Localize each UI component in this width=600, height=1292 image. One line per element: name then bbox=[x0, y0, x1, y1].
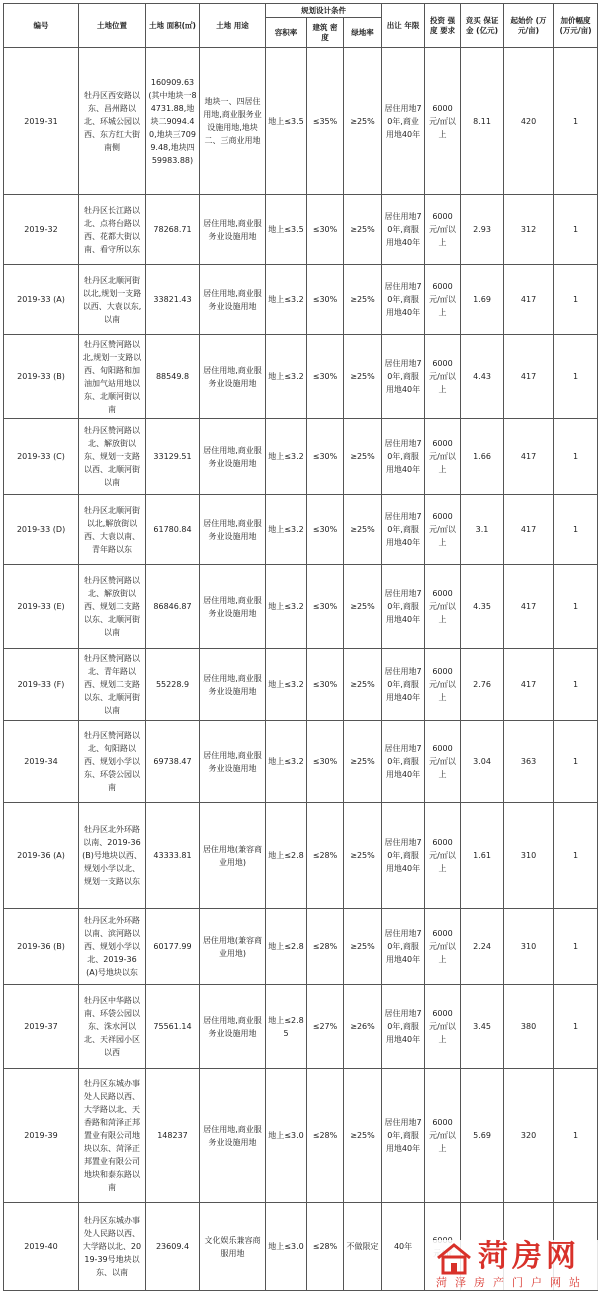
cell-area: 69738.47 bbox=[146, 721, 200, 803]
cell-area: 43333.81 bbox=[146, 803, 200, 909]
table-row bbox=[4, 565, 598, 649]
cell-area: 23609.4 bbox=[146, 1203, 200, 1291]
cell-term: 居住用地70年,商服用地40年 bbox=[382, 721, 425, 803]
cell-far: 地上≤3.5 bbox=[266, 195, 307, 265]
table-row bbox=[4, 48, 598, 195]
cell-id: 2019-40 bbox=[4, 1203, 79, 1291]
cell-density: ≤30% bbox=[307, 721, 344, 803]
cell-density: ≤30% bbox=[307, 649, 344, 721]
header-far: 容积率 bbox=[266, 18, 307, 48]
cell-use: 居住用地,商业服务业设施用地 bbox=[200, 335, 266, 419]
cell-start-price: 420 bbox=[504, 48, 554, 195]
cell-use: 居住用地(兼容商业用地) bbox=[200, 909, 266, 985]
cell-location: 牡丹区赞河路以北、解放街以东、规划一支路以西、北顺河街以南 bbox=[79, 419, 146, 495]
cell-location: 牡丹区长江路以北、点将台路以西、花都大街以南、看守所以东 bbox=[79, 195, 146, 265]
cell-deposit: 4.43 bbox=[461, 335, 504, 419]
cell-increment: 1 bbox=[554, 649, 598, 721]
cell-green: ≥25% bbox=[344, 565, 382, 649]
cell-id: 2019-36 (A) bbox=[4, 803, 79, 909]
cell-use: 居住用地,商业服务业设施用地 bbox=[200, 1069, 266, 1203]
cell-green: ≥26% bbox=[344, 985, 382, 1069]
cell-id: 2019-33 (B) bbox=[4, 335, 79, 419]
cell-id: 2019-32 bbox=[4, 195, 79, 265]
cell-start-price: 417 bbox=[504, 649, 554, 721]
cell-invest: 6000元/㎡以上 bbox=[425, 565, 461, 649]
cell-use: 居住用地,商业服务业设施用地 bbox=[200, 265, 266, 335]
cell-green: ≥25% bbox=[344, 48, 382, 195]
header-location: 土地位置 bbox=[79, 4, 146, 48]
cell-green: ≥25% bbox=[344, 1069, 382, 1203]
cell-green: ≥25% bbox=[344, 909, 382, 985]
cell-term: 居住用地70年,商服用地40年 bbox=[382, 419, 425, 495]
cell-location: 牡丹区赞河路以北、旬阳路以西、规划小学以东、环袋公园以南 bbox=[79, 721, 146, 803]
cell-location: 牡丹区中华路以南、环袋公园以东、洙水河以北、天祥园小区以西 bbox=[79, 985, 146, 1069]
cell-green: ≥25% bbox=[344, 419, 382, 495]
header-density: 建筑 密度 bbox=[307, 18, 344, 48]
cell-use: 居住用地(兼容商业用地) bbox=[200, 803, 266, 909]
cell-area: 75561.14 bbox=[146, 985, 200, 1069]
cell-far: 地上≤3.2 bbox=[266, 495, 307, 565]
cell-deposit: 3.04 bbox=[461, 721, 504, 803]
cell-increment: 1 bbox=[554, 495, 598, 565]
cell-term: 居住用地70年,商服用地40年 bbox=[382, 565, 425, 649]
cell-use: 居住用地,商业服务业设施用地 bbox=[200, 495, 266, 565]
cell-far: 地上≤3.2 bbox=[266, 565, 307, 649]
cell-location: 牡丹区东城办事处人民路以西、大学路以北、天香路和菏泽正邦置业有限公司地块以东、菏泽正邦置业有限公司地块和泰东路以南 bbox=[79, 1069, 146, 1203]
cell-increment: 1 bbox=[554, 721, 598, 803]
header-start-price: 起始价 (万元/亩) bbox=[504, 4, 554, 48]
cell-area: 86846.87 bbox=[146, 565, 200, 649]
header-use: 土地 用途 bbox=[200, 4, 266, 48]
cell-id: 2019-39 bbox=[4, 1069, 79, 1203]
cell-green: ≥25% bbox=[344, 195, 382, 265]
cell-increment: 1 bbox=[554, 1069, 598, 1203]
header-area: 土地 面积(㎡) bbox=[146, 4, 200, 48]
cell-id: 2019-33 (A) bbox=[4, 265, 79, 335]
table-body bbox=[4, 48, 598, 1291]
cell-invest: 6000元/㎡以上 bbox=[425, 195, 461, 265]
cell-term: 40年 bbox=[382, 1203, 425, 1291]
header-green: 绿地率 bbox=[344, 18, 382, 48]
cell-use: 居住用地,商业服务业设施用地 bbox=[200, 195, 266, 265]
cell-green: ≥25% bbox=[344, 803, 382, 909]
cell-location: 牡丹区北顺河街以北,解放街以西、大袁以南、青年路以东 bbox=[79, 495, 146, 565]
cell-increment: 1 bbox=[554, 195, 598, 265]
cell-far: 地上≤2.8 bbox=[266, 909, 307, 985]
table-row bbox=[4, 649, 598, 721]
cell-term: 居住用地70年,商服用地40年 bbox=[382, 909, 425, 985]
cell-area: 78268.71 bbox=[146, 195, 200, 265]
cell-use: 居住用地,商业服务业设施用地 bbox=[200, 419, 266, 495]
cell-increment: 1 bbox=[554, 48, 598, 195]
cell-location: 牡丹区赞河路以北,规划一支路以西、旬阳路和加油加气站用地以东、北顺河街以南 bbox=[79, 335, 146, 419]
cell-density: ≤28% bbox=[307, 909, 344, 985]
cell-area: 88549.8 bbox=[146, 335, 200, 419]
cell-area: 160909.63 (其中地块一84731.88,地块二9094.40,地块三7099.48,地块四59983.88) bbox=[146, 48, 200, 195]
cell-use: 居住用地,商业服务业设施用地 bbox=[200, 985, 266, 1069]
header-increment: 加价幅度 (万元/亩) bbox=[554, 4, 598, 48]
cell-increment: 1 bbox=[554, 335, 598, 419]
cell-use: 地块一、四居住用地,商业服务业设施用地,地块二、三商业用地 bbox=[200, 48, 266, 195]
cell-far: 地上≤2.85 bbox=[266, 985, 307, 1069]
cell-invest: 6000元/㎡以上 bbox=[425, 649, 461, 721]
table-row bbox=[4, 195, 598, 265]
table-row bbox=[4, 721, 598, 803]
cell-density: ≤28% bbox=[307, 1203, 344, 1291]
cell-use: 居住用地,商业服务业设施用地 bbox=[200, 649, 266, 721]
cell-density: ≤30% bbox=[307, 265, 344, 335]
cell-increment: 1 bbox=[554, 419, 598, 495]
cell-area: 148237 bbox=[146, 1069, 200, 1203]
cell-density: ≤35% bbox=[307, 48, 344, 195]
cell-id: 2019-37 bbox=[4, 985, 79, 1069]
cell-term: 居住用地70年,商服用地40年 bbox=[382, 195, 425, 265]
cell-id: 2019-33 (E) bbox=[4, 565, 79, 649]
cell-invest: 6000元/㎡以上 bbox=[425, 419, 461, 495]
watermark-title: 菏房网 bbox=[478, 1239, 580, 1274]
cell-term: 居住用地70年,商服用地40年 bbox=[382, 1069, 425, 1203]
cell-term: 居住用地70年,商服用地40年 bbox=[382, 985, 425, 1069]
cell-green: ≥25% bbox=[344, 335, 382, 419]
cell-term: 居住用地70年,商服用地40年 bbox=[382, 495, 425, 565]
cell-area: 60177.99 bbox=[146, 909, 200, 985]
cell-id: 2019-34 bbox=[4, 721, 79, 803]
cell-term: 居住用地70年,商服用地40年 bbox=[382, 803, 425, 909]
cell-deposit: 1.61 bbox=[461, 803, 504, 909]
cell-id: 2019-33 (C) bbox=[4, 419, 79, 495]
cell-green: ≥25% bbox=[344, 649, 382, 721]
table-row bbox=[4, 335, 598, 419]
cell-far: 地上≤3.2 bbox=[266, 419, 307, 495]
cell-invest: 6000元/㎡以上 bbox=[425, 803, 461, 909]
cell-term: 居住用地70年,商服用地40年 bbox=[382, 265, 425, 335]
header-plan-group: 规划设计条件 bbox=[266, 4, 382, 18]
cell-far: 地上≤3.0 bbox=[266, 1069, 307, 1203]
cell-density: ≤28% bbox=[307, 803, 344, 909]
cell-increment: 1 bbox=[554, 265, 598, 335]
cell-deposit: 3.1 bbox=[461, 495, 504, 565]
cell-location: 牡丹区赞河路以北、青年路以西、规划二支路以东、北顺河街以南 bbox=[79, 649, 146, 721]
cell-start-price: 380 bbox=[504, 985, 554, 1069]
header-deposit: 竞买 保证金 (亿元) bbox=[461, 4, 504, 48]
cell-density: ≤30% bbox=[307, 495, 344, 565]
site-watermark bbox=[432, 1240, 598, 1290]
cell-green: ≥25% bbox=[344, 721, 382, 803]
cell-location: 牡丹区赞河路以北、解放街以西、规划二支路以东、北顺河街以南 bbox=[79, 565, 146, 649]
cell-start-price: 363 bbox=[504, 721, 554, 803]
cell-area: 55228.9 bbox=[146, 649, 200, 721]
cell-deposit: 5.69 bbox=[461, 1069, 504, 1203]
cell-increment: 1 bbox=[554, 985, 598, 1069]
cell-location: 牡丹区北外环路以南、2019-36 (B)号地块以西、规划小学以北、规划一支路以东 bbox=[79, 803, 146, 909]
cell-term: 居住用地70年,商服用地40年 bbox=[382, 649, 425, 721]
cell-start-price: 310 bbox=[504, 909, 554, 985]
table-row bbox=[4, 803, 598, 909]
cell-density: ≤30% bbox=[307, 565, 344, 649]
cell-area: 33129.51 bbox=[146, 419, 200, 495]
cell-location: 牡丹区北顺河街以北,规划一支路以西、大袁以东,以南 bbox=[79, 265, 146, 335]
cell-invest: 6000元/㎡以上 bbox=[425, 985, 461, 1069]
cell-start-price: 320 bbox=[504, 1069, 554, 1203]
watermark-subtitle: 菏泽房产门户网站 bbox=[436, 1276, 588, 1289]
cell-term: 居住用地70年,商业用地40年 bbox=[382, 48, 425, 195]
header-id: 编号 bbox=[4, 4, 79, 48]
cell-density: ≤30% bbox=[307, 195, 344, 265]
cell-start-price: 310 bbox=[504, 803, 554, 909]
cell-location: 牡丹区东城办事处人民路以西、大学路以北、2019-39号地块以东、以南 bbox=[79, 1203, 146, 1291]
cell-area: 61780.84 bbox=[146, 495, 200, 565]
cell-density: ≤30% bbox=[307, 419, 344, 495]
table-row bbox=[4, 265, 598, 335]
header-term: 出让 年限 bbox=[382, 4, 425, 48]
cell-id: 2019-33 (D) bbox=[4, 495, 79, 565]
cell-density: ≤30% bbox=[307, 335, 344, 419]
cell-location: 牡丹区西安路以东、昌州路以北、环城公园以西、东方红大街南侧 bbox=[79, 48, 146, 195]
cell-deposit: 2.93 bbox=[461, 195, 504, 265]
cell-deposit: 3.45 bbox=[461, 985, 504, 1069]
cell-area: 33821.43 bbox=[146, 265, 200, 335]
table-row bbox=[4, 419, 598, 495]
cell-green: ≥25% bbox=[344, 265, 382, 335]
cell-increment: 1 bbox=[554, 803, 598, 909]
cell-green: 不做限定 bbox=[344, 1203, 382, 1291]
table-row bbox=[4, 1069, 598, 1203]
cell-deposit: 2.76 bbox=[461, 649, 504, 721]
cell-invest: 6000元/㎡以上 bbox=[425, 335, 461, 419]
cell-invest: 6000元/㎡以上 bbox=[425, 265, 461, 335]
cell-far: 地上≤3.0 bbox=[266, 1203, 307, 1291]
cell-increment: 1 bbox=[554, 565, 598, 649]
table-row bbox=[4, 909, 598, 985]
cell-density: ≤27% bbox=[307, 985, 344, 1069]
cell-far: 地上≤3.2 bbox=[266, 265, 307, 335]
cell-deposit: 1.69 bbox=[461, 265, 504, 335]
cell-term: 居住用地70年,商服用地40年 bbox=[382, 335, 425, 419]
table-row bbox=[4, 985, 598, 1069]
cell-start-price: 417 bbox=[504, 565, 554, 649]
cell-start-price: 417 bbox=[504, 335, 554, 419]
cell-deposit: 1.66 bbox=[461, 419, 504, 495]
cell-use: 文化娱乐兼容商服用地 bbox=[200, 1203, 266, 1291]
house-logo-icon bbox=[434, 1242, 474, 1276]
cell-far: 地上≤2.8 bbox=[266, 803, 307, 909]
cell-density: ≤28% bbox=[307, 1069, 344, 1203]
table-row bbox=[4, 495, 598, 565]
cell-invest: 6000元/㎡以上 bbox=[425, 1069, 461, 1203]
header-invest: 投资 强度 要求 bbox=[425, 4, 461, 48]
cell-invest: 6000元/㎡以上 bbox=[425, 495, 461, 565]
cell-far: 地上≤3.2 bbox=[266, 649, 307, 721]
cell-id: 2019-36 (B) bbox=[4, 909, 79, 985]
cell-id: 2019-33 (F) bbox=[4, 649, 79, 721]
cell-deposit: 8.11 bbox=[461, 48, 504, 195]
cell-far: 地上≤3.2 bbox=[266, 721, 307, 803]
cell-start-price: 417 bbox=[504, 495, 554, 565]
cell-increment: 1 bbox=[554, 909, 598, 985]
cell-deposit: 4.35 bbox=[461, 565, 504, 649]
land-auction-table bbox=[3, 3, 598, 1291]
cell-invest: 6000元/㎡以上 bbox=[425, 909, 461, 985]
cell-invest: 6000元/㎡以上 bbox=[425, 48, 461, 195]
cell-start-price: 417 bbox=[504, 419, 554, 495]
cell-far: 地上≤3.2 bbox=[266, 335, 307, 419]
cell-use: 居住用地,商业服务业设施用地 bbox=[200, 721, 266, 803]
cell-location: 牡丹区北外环路以南、滨河路以西、规划小学以北、2019-36 (A)号地块以东 bbox=[79, 909, 146, 985]
cell-green: ≥25% bbox=[344, 495, 382, 565]
cell-id: 2019-31 bbox=[4, 48, 79, 195]
cell-invest: 6000元/㎡以上 bbox=[425, 721, 461, 803]
cell-start-price: 312 bbox=[504, 195, 554, 265]
cell-start-price: 417 bbox=[504, 265, 554, 335]
cell-far: 地上≤3.5 bbox=[266, 48, 307, 195]
cell-use: 居住用地,商业服务业设施用地 bbox=[200, 565, 266, 649]
cell-deposit: 2.24 bbox=[461, 909, 504, 985]
